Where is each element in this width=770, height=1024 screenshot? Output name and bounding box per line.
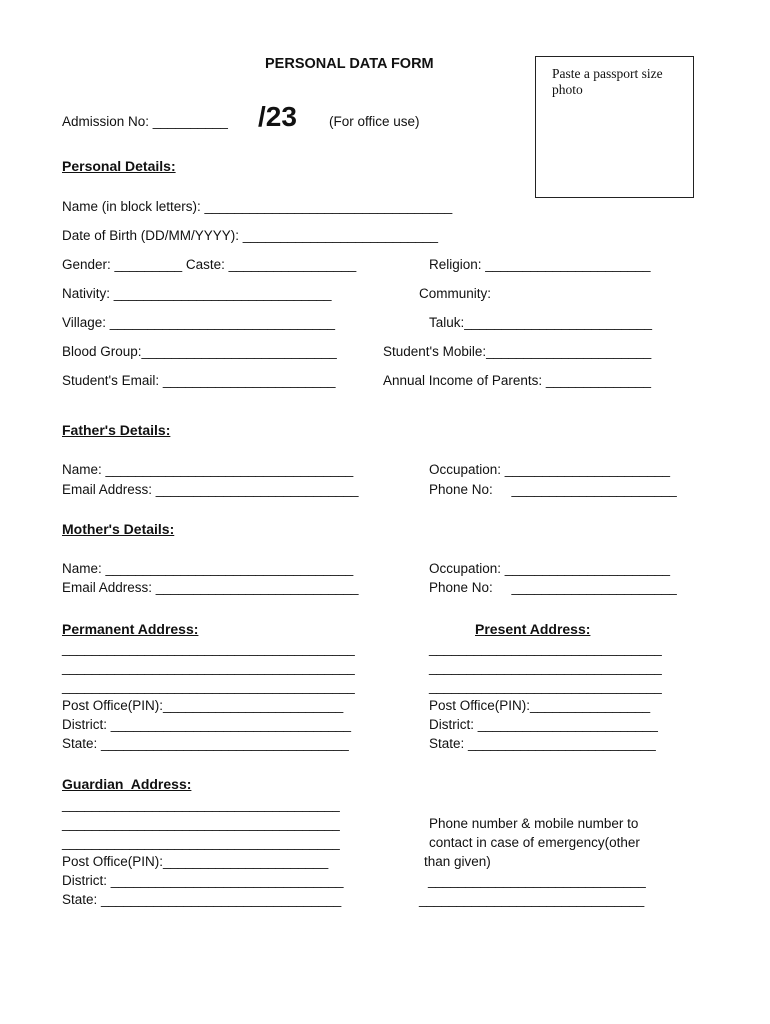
dob-field[interactable]: Date of Birth (DD/MM/YYYY): __________________________ xyxy=(62,228,438,243)
taluk-field[interactable]: Taluk:_________________________ xyxy=(429,315,652,330)
father-details-heading: Father's Details: xyxy=(62,422,171,438)
emergency-contact-field[interactable]: _____________________________ xyxy=(428,873,646,888)
blood-group-field[interactable]: Blood Group:__________________________ xyxy=(62,344,337,359)
present-post-office-field[interactable]: Post Office(PIN):________________ xyxy=(429,698,651,713)
guardian-address-line[interactable]: _____________________________________ xyxy=(62,835,340,850)
permanent-address-line[interactable]: _______________________________________ xyxy=(62,660,355,675)
photo-box-label: Paste a passport size photo xyxy=(552,66,663,97)
gender-caste-field[interactable]: Gender: _________ Caste: _________________ xyxy=(62,257,357,272)
father-name-field[interactable]: Name: _________________________________ xyxy=(62,462,354,477)
father-occupation-field[interactable]: Occupation: ______________________ xyxy=(429,462,670,477)
father-email-field[interactable]: Email Address: ___________________________ xyxy=(62,482,359,497)
permanent-address-line[interactable]: _______________________________________ xyxy=(62,679,355,694)
office-use-note: (For office use) xyxy=(329,114,420,129)
nativity-field[interactable]: Nativity: _____________________________ xyxy=(62,286,332,301)
student-mobile-field[interactable]: Student's Mobile:______________________ xyxy=(383,344,652,359)
present-address-heading: Present Address: xyxy=(475,621,591,637)
father-phone-field[interactable]: Phone No: ______________________ xyxy=(429,482,677,497)
personal-details-heading: Personal Details: xyxy=(62,158,176,174)
emergency-contact-field[interactable]: ______________________________ xyxy=(419,892,645,907)
emergency-contact-label: than given) xyxy=(424,854,491,869)
permanent-post-office-field[interactable]: Post Office(PIN):________________________ xyxy=(62,698,344,713)
guardian-state-field[interactable]: State: ________________________________ xyxy=(62,892,342,907)
present-address-line[interactable]: _______________________________ xyxy=(429,641,662,656)
guardian-address-heading: Guardian Address: xyxy=(62,776,192,792)
guardian-district-field[interactable]: District: _______________________________ xyxy=(62,873,344,888)
permanent-district-field[interactable]: District: ________________________________ xyxy=(62,717,352,732)
present-address-line[interactable]: _______________________________ xyxy=(429,679,662,694)
annual-income-field[interactable]: Annual Income of Parents: ______________ xyxy=(383,373,651,388)
mother-phone-field[interactable]: Phone No: ______________________ xyxy=(429,580,677,595)
emergency-contact-label: Phone number & mobile number to xyxy=(429,816,639,831)
name-field[interactable]: Name (in block letters): _________________________________ xyxy=(62,199,453,214)
admission-no-field[interactable]: Admission No: __________ xyxy=(62,114,228,129)
student-email-field[interactable]: Student's Email: _______________________ xyxy=(62,373,336,388)
mother-name-field[interactable]: Name: _________________________________ xyxy=(62,561,354,576)
present-address-line[interactable]: _______________________________ xyxy=(429,660,662,675)
passport-photo-box xyxy=(535,56,694,198)
admission-year: /23 xyxy=(258,101,297,132)
community-field[interactable]: Community: xyxy=(419,286,492,301)
guardian-address-line[interactable]: _____________________________________ xyxy=(62,816,340,831)
guardian-address-line[interactable]: _____________________________________ xyxy=(62,797,340,812)
village-field[interactable]: Village: ______________________________ xyxy=(62,315,336,330)
mother-details-heading: Mother's Details: xyxy=(62,521,175,537)
permanent-address-heading: Permanent Address: xyxy=(62,621,199,637)
guardian-post-office-field[interactable]: Post Office(PIN):______________________ xyxy=(62,854,329,869)
permanent-address-line[interactable]: _______________________________________ xyxy=(62,641,355,656)
religion-field[interactable]: Religion: ______________________ xyxy=(429,257,651,272)
present-state-field[interactable]: State: _________________________ xyxy=(429,736,656,751)
permanent-state-field[interactable]: State: _________________________________ xyxy=(62,736,349,751)
mother-occupation-field[interactable]: Occupation: ______________________ xyxy=(429,561,670,576)
present-district-field[interactable]: District: ________________________ xyxy=(429,717,658,732)
mother-email-field[interactable]: Email Address: ___________________________ xyxy=(62,580,359,595)
form-title: PERSONAL DATA FORM xyxy=(265,56,434,72)
emergency-contact-label: contact in case of emergency(other xyxy=(429,835,640,850)
